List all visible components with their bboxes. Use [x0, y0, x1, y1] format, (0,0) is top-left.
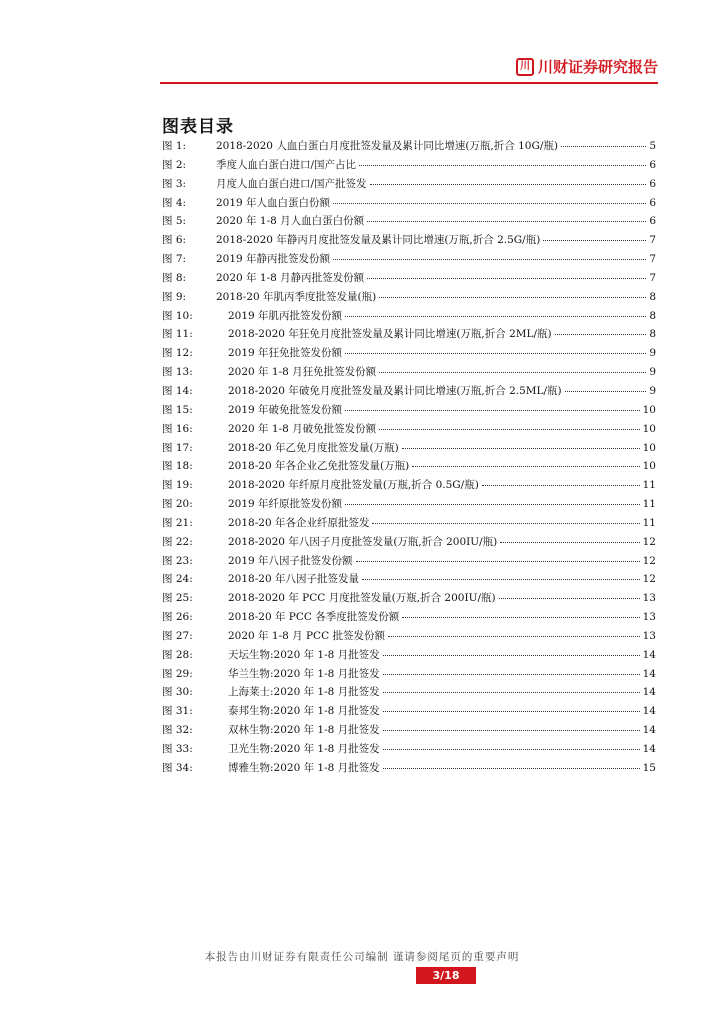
toc-item-text: 2020 年 1-8 月静丙批签发份额 — [216, 271, 365, 284]
toc-item-page: 10 — [642, 460, 656, 473]
toc-leader-dots — [359, 165, 646, 166]
toc-item-text: 天坛生物:2020 年 1-8 月批签发 — [228, 648, 380, 661]
toc-leader-dots — [383, 655, 640, 656]
brand-logo-icon: 川 — [516, 58, 534, 76]
toc-item-page: 11 — [642, 516, 656, 529]
toc-item[interactable] — [162, 477, 656, 496]
page-header — [160, 56, 658, 80]
toc-item[interactable] — [162, 195, 656, 214]
toc-item[interactable] — [162, 496, 656, 515]
toc-leader-dots — [383, 768, 640, 769]
toc-item[interactable] — [162, 440, 656, 459]
toc-item[interactable] — [162, 232, 656, 251]
toc-item-text: 2018-2020 年破免月度批签发量及累计同比增速(万瓶,折合 2.5ML/瓶) — [228, 384, 562, 397]
toc-item-page: 12 — [642, 535, 656, 548]
toc-item-page: 12 — [642, 573, 656, 586]
toc-item-text: 2019 年人血白蛋白份额 — [216, 196, 331, 209]
toc-leader-dots — [402, 617, 639, 618]
toc-item-page: 13 — [642, 629, 656, 642]
toc-leader-dots — [555, 334, 647, 335]
toc-leader-dots — [372, 523, 639, 524]
toc-item-page: 12 — [642, 554, 656, 567]
toc-item-text: 2020 年 1-8 月 PCC 批签发份额 — [228, 629, 385, 642]
toc-item-text: 卫光生物:2020 年 1-8 月批签发 — [228, 743, 380, 755]
toc-item-label: 图 19: — [162, 479, 193, 492]
toc-item-text: 2018-2020 人血白蛋白月度批签发量及累计同比增速(万瓶,折合 10G/瓶) — [216, 140, 558, 152]
toc-leader-dots — [402, 448, 640, 449]
toc-item[interactable] — [162, 251, 656, 270]
toc-item[interactable] — [162, 609, 656, 628]
toc-item-page: 6 — [649, 177, 656, 190]
toc-item-page: 15 — [642, 761, 656, 774]
toc-leader-dots — [345, 353, 646, 354]
toc-item-label: 图 12: — [162, 347, 193, 360]
toc-item-label: 图 27: — [162, 629, 193, 642]
toc-item[interactable] — [162, 741, 656, 760]
toc-item-text: 2020 年 1-8 月狂免批签发份额 — [228, 366, 377, 379]
toc-item[interactable] — [162, 534, 656, 553]
toc-leader-dots — [367, 221, 646, 222]
toc-item-label: 图 23: — [162, 554, 193, 567]
toc-item[interactable] — [162, 176, 656, 195]
toc-leader-dots — [482, 485, 640, 486]
toc-item[interactable] — [162, 383, 656, 402]
toc-item[interactable] — [162, 553, 656, 572]
toc-leader-dots — [500, 542, 639, 543]
toc-item-page: 9 — [649, 366, 656, 379]
toc-item-label: 图 16: — [162, 422, 193, 435]
toc-item-text: 2018-20 年八因子批签发量 — [228, 573, 359, 586]
brand-name: 川财证券研究报告 — [537, 58, 658, 76]
toc-item[interactable] — [162, 722, 656, 741]
toc-item-text: 2018-20 年 PCC 各季度批签发份额 — [228, 611, 400, 624]
toc-item-text: 月度人血白蛋白进口/国产批签发 — [216, 177, 367, 190]
toc-item-text: 2019 年狂免批签发份额 — [228, 347, 343, 360]
toc-item-text: 2019 年破免批签发份额 — [228, 403, 343, 416]
toc-item-text: 2018-2020 年纤原月度批签发量(万瓶,折合 0.5G/瓶) — [228, 479, 479, 492]
toc-leader-dots — [383, 674, 640, 675]
toc-leader-dots — [379, 372, 646, 373]
toc-item[interactable] — [162, 364, 656, 383]
toc-leader-dots — [412, 466, 639, 467]
toc-item-text: 2019 年静丙批签发份额 — [216, 253, 331, 266]
toc-list — [162, 138, 656, 779]
toc-item[interactable] — [162, 571, 656, 590]
toc-leader-dots — [370, 184, 647, 185]
toc-item-label: 图 4: — [162, 196, 187, 209]
toc-item-text: 2020 年 1-8 月破免批签发份额 — [228, 422, 377, 435]
toc-item-label: 图 11: — [162, 328, 193, 341]
toc-item[interactable] — [162, 402, 656, 421]
brand — [516, 56, 658, 77]
toc-item-label: 图 32: — [162, 724, 193, 737]
toc-title: 图表目录 — [162, 117, 234, 137]
toc-item-label: 图 3: — [162, 177, 187, 190]
toc-item[interactable] — [162, 684, 656, 703]
toc-item-page: 13 — [642, 592, 656, 605]
toc-item-label: 图 5: — [162, 215, 187, 228]
toc-item-label: 图 33: — [162, 743, 193, 755]
toc-item-page: 7 — [649, 234, 656, 247]
toc-item-text: 上海莱士:2020 年 1-8 月批签发 — [228, 686, 380, 699]
toc-item[interactable] — [162, 647, 656, 666]
toc-item-page: 6 — [649, 158, 656, 171]
toc-item[interactable] — [162, 345, 656, 364]
toc-leader-dots — [388, 636, 640, 637]
toc-item-text: 2020 年 1-8 月人血白蛋白份额 — [216, 215, 365, 228]
toc-item-label: 图 29: — [162, 667, 193, 680]
toc-item[interactable] — [162, 458, 656, 477]
toc-item-page: 9 — [649, 347, 656, 360]
toc-item-page: 11 — [642, 479, 656, 492]
toc-item-label: 图 13: — [162, 366, 193, 379]
toc-item-page: 7 — [649, 253, 656, 266]
toc-leader-dots — [379, 429, 639, 430]
toc-item-label: 图 6: — [162, 234, 187, 247]
toc-item-label: 图 1: — [162, 140, 187, 152]
toc-item[interactable] — [162, 326, 656, 345]
toc-leader-dots — [333, 203, 646, 204]
toc-item-label: 图 10: — [162, 309, 193, 322]
toc-item-text: 2019 年纤原批签发份额 — [228, 498, 343, 511]
toc-leader-dots — [565, 391, 647, 392]
toc-item-text: 2018-20 年肌丙季度批签发量(瓶) — [216, 290, 377, 303]
toc-item-label: 图 18: — [162, 460, 193, 473]
toc-item[interactable] — [162, 703, 656, 722]
toc-item[interactable] — [162, 213, 656, 232]
toc-item-text: 双林生物:2020 年 1-8 月批签发 — [228, 724, 380, 737]
toc-item-text: 泰邦生物:2020 年 1-8 月批签发 — [228, 705, 380, 718]
toc-leader-dots — [379, 297, 646, 298]
toc-leader-dots — [345, 316, 646, 317]
toc-leader-dots — [543, 240, 646, 241]
toc-item-text: 2018-20 年各企业乙免批签发量(万瓶) — [228, 460, 410, 473]
toc-item-page: 7 — [649, 271, 656, 284]
toc-item-page: 14 — [642, 686, 656, 699]
toc-item-label: 图 26: — [162, 611, 193, 624]
toc-item-label: 图 7: — [162, 253, 187, 266]
toc-item[interactable] — [162, 157, 656, 176]
toc-leader-dots — [499, 598, 640, 599]
toc-item-label: 图 24: — [162, 573, 193, 586]
toc-leader-dots — [333, 259, 646, 260]
toc-item-page: 5 — [649, 140, 656, 152]
toc-item-text: 2018-2020 年八因子月度批签发量(万瓶,折合 200IU/瓶) — [228, 535, 498, 548]
toc-item[interactable] — [162, 760, 656, 779]
toc-leader-dots — [345, 504, 640, 505]
toc-item[interactable] — [162, 628, 656, 647]
toc-item-label: 图 15: — [162, 403, 193, 416]
toc-item[interactable] — [162, 289, 656, 308]
toc-leader-dots — [383, 749, 640, 750]
footer-disclaimer: 本报告由川财证券有限责任公司编制 谨请参阅尾页的重要声明 — [204, 951, 520, 963]
toc-leader-dots — [367, 278, 646, 279]
toc-item-page: 14 — [642, 743, 656, 755]
toc-leader-dots — [383, 730, 640, 731]
toc-item-text: 华兰生物:2020 年 1-8 月批签发 — [228, 667, 380, 680]
toc-item[interactable] — [162, 138, 656, 157]
header-divider — [160, 82, 658, 84]
toc-item-label: 图 22: — [162, 535, 193, 548]
toc-item-text: 2018-2020 年狂免月度批签发量及累计同比增速(万瓶,折合 2ML/瓶) — [228, 328, 552, 341]
toc-leader-dots — [345, 410, 640, 411]
toc-item-label: 图 14: — [162, 384, 193, 397]
toc-item-page: 8 — [649, 309, 656, 322]
toc-leader-dots — [356, 561, 640, 562]
toc-item-page: 8 — [649, 328, 656, 341]
toc-item-page: 14 — [642, 724, 656, 737]
toc-item-label: 图 20: — [162, 498, 193, 511]
toc-item-page: 10 — [642, 422, 656, 435]
toc-item-label: 图 9: — [162, 290, 187, 303]
toc-item-page: 9 — [649, 384, 656, 397]
toc-item-text: 季度人血白蛋白进口/国产占比 — [216, 158, 357, 171]
toc-leader-dots — [383, 711, 640, 712]
toc-leader-dots — [561, 146, 646, 147]
toc-item-page: 10 — [642, 441, 656, 454]
toc-item[interactable] — [162, 421, 656, 440]
toc-item-text: 2019 年八因子批签发份额 — [228, 554, 353, 567]
toc-item[interactable] — [162, 515, 656, 534]
toc-item-text: 2018-20 年乙免月度批签发量(万瓶) — [228, 441, 399, 454]
page-number-badge: 3/18 — [416, 967, 476, 984]
toc-item-page: 13 — [642, 611, 656, 624]
toc-item-text: 2018-2020 年静丙月度批签发量及累计同比增速(万瓶,折合 2.5G/瓶) — [216, 234, 541, 247]
toc-item-label: 图 17: — [162, 441, 193, 454]
toc-item[interactable] — [162, 308, 656, 327]
toc-leader-dots — [383, 692, 640, 693]
toc-leader-dots — [362, 579, 640, 580]
toc-item-page: 14 — [642, 648, 656, 661]
toc-item-page: 11 — [642, 498, 656, 511]
toc-item[interactable] — [162, 590, 656, 609]
toc-item-text: 2018-2020 年 PCC 月度批签发量(万瓶,折合 200IU/瓶) — [228, 592, 496, 605]
toc-item-label: 图 31: — [162, 705, 193, 718]
toc-item-page: 14 — [642, 667, 656, 680]
toc-item-page: 14 — [642, 705, 656, 718]
toc-item-text: 2018-20 年各企业纤原批签发 — [228, 516, 370, 529]
toc-item-label: 图 2: — [162, 158, 187, 171]
toc-item-label: 图 34: — [162, 761, 193, 774]
toc-item-label: 图 28: — [162, 648, 193, 661]
toc-item-page: 10 — [642, 403, 656, 416]
toc-item[interactable] — [162, 270, 656, 289]
toc-item-text: 2019 年肌丙批签发份额 — [228, 309, 343, 322]
toc-item-text: 博雅生物:2020 年 1-8 月批签发 — [228, 761, 380, 774]
toc-item-label: 图 30: — [162, 686, 193, 699]
toc-item-page: 6 — [649, 215, 656, 228]
toc-item-label: 图 8: — [162, 271, 187, 284]
toc-item-label: 图 21: — [162, 516, 193, 529]
toc-item-label: 图 25: — [162, 592, 193, 605]
toc-item-page: 6 — [649, 196, 656, 209]
toc-item-page: 8 — [649, 290, 656, 303]
toc-item[interactable] — [162, 666, 656, 685]
